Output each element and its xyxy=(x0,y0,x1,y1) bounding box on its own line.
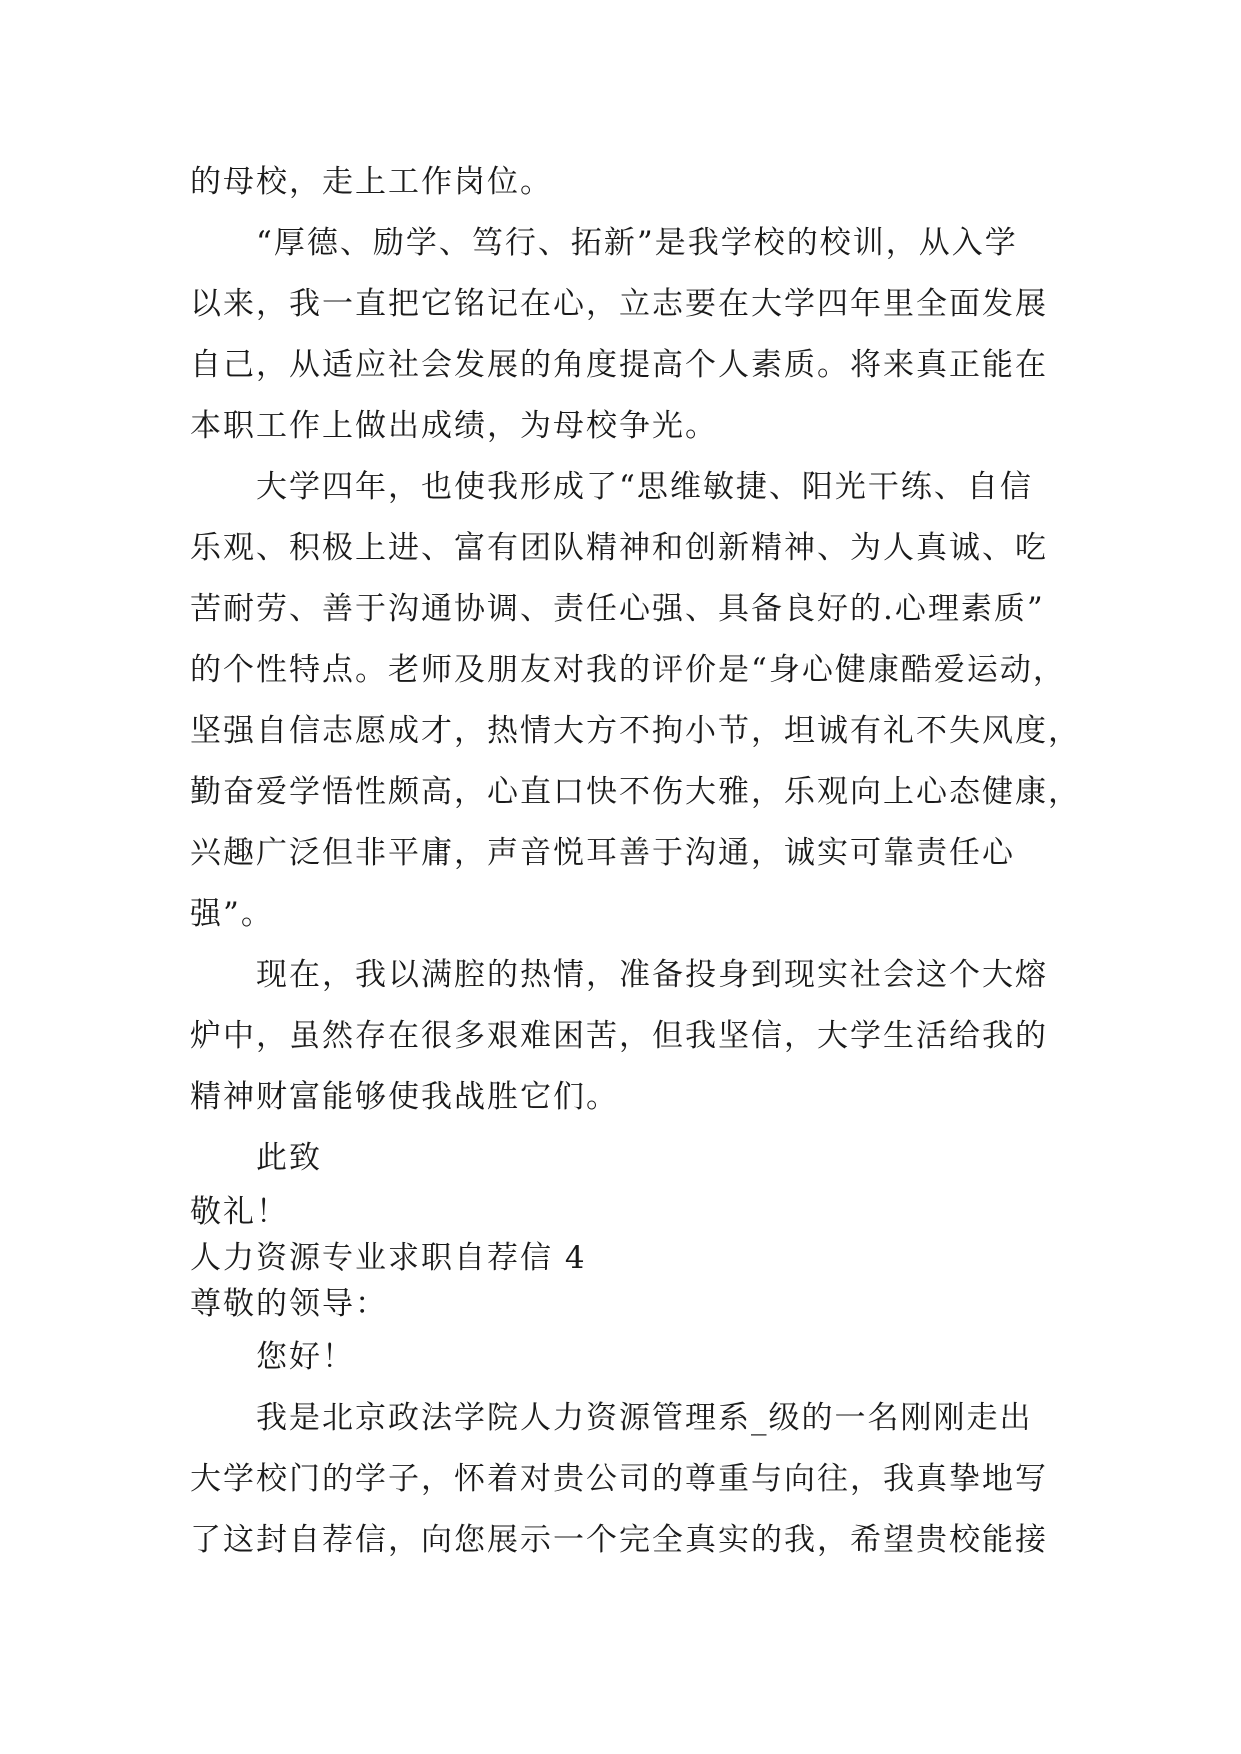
letter-hello: 您好！ xyxy=(256,1339,355,1375)
text-line: 坚强自信志愿成才，热情大方不拘小节，坦诚有礼不失风度， xyxy=(190,713,1081,749)
text-line: 的母校，走上工作岗位。 xyxy=(190,164,553,200)
text-line: 苦耐劳、善于沟通协调、责任心强、具备良好的.心理素质” xyxy=(190,591,1045,627)
text-line: 兴趣广泛但非平庸，声音悦耳善于沟通，诚实可靠责任心 xyxy=(190,835,1015,871)
text-line: 本职工作上做出成绩，为母校争光。 xyxy=(190,408,718,444)
text-line: 乐观、积极上进、富有团队精神和创新精神、为人真诚、吃 xyxy=(190,530,1048,566)
paragraph-start-line: 我是北京政法学院人力资源管理系_级的一名刚刚走出 xyxy=(256,1400,1033,1436)
paragraph-start-line: 大学四年，也使我形成了“思维敏捷、阳光干练、自信 xyxy=(256,469,1033,505)
text-line: 强”。 xyxy=(190,896,274,932)
text-line: 精神财富能够使我战胜它们。 xyxy=(190,1079,619,1115)
text-line: 的个性特点。老师及朋友对我的评价是“身心健康酷爱运动， xyxy=(190,652,1066,688)
text-line: 以来，我一直把它铭记在心，立志要在大学四年里全面发展 xyxy=(190,286,1048,322)
document-body xyxy=(190,152,1081,1571)
section-heading: 人力资源专业求职自荐信 4 xyxy=(190,1240,587,1276)
text-line: 大学校门的学子，怀着对贵公司的尊重与向往，我真挚地写 xyxy=(190,1461,1048,1497)
closing-regards: 敬礼！ xyxy=(190,1194,289,1230)
letter-greeting: 尊敬的领导： xyxy=(190,1286,388,1322)
text-line: 勤奋爱学悟性颇高，心直口快不伤大雅，乐观向上心态健康， xyxy=(190,774,1081,810)
text-line: 了这封自荐信，向您展示一个完全真实的我，希望贵校能接 xyxy=(190,1522,1048,1558)
paragraph-start-line: 现在，我以满腔的热情，准备投身到现实社会这个大熔 xyxy=(256,957,1048,993)
text-line: 炉中，虽然存在很多艰难困苦，但我坚信，大学生活给我的 xyxy=(190,1018,1048,1054)
text-line: 自己，从适应社会发展的角度提高个人素质。将来真正能在 xyxy=(190,347,1048,383)
closing-salutation: 此致 xyxy=(256,1140,322,1176)
paragraph-start-line: “厚德、励学、笃行、拓新”是我学校的校训，从入学 xyxy=(256,225,1018,261)
